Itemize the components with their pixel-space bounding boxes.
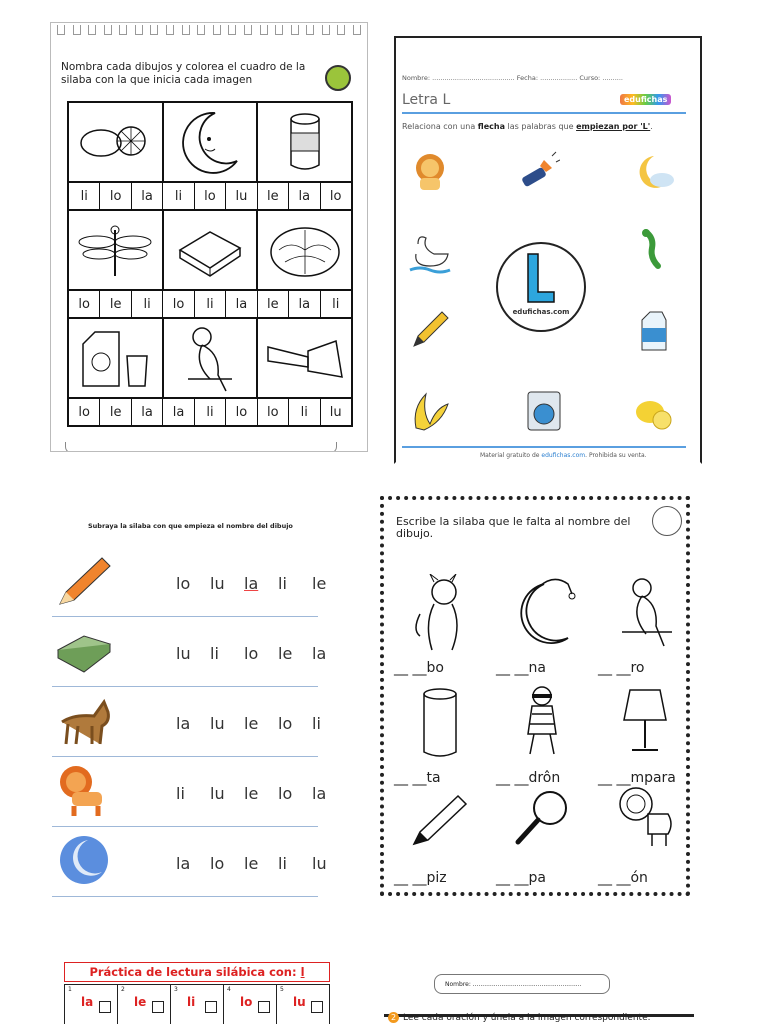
- worksheet-missing-syllable: [380, 496, 690, 896]
- flashlight-picture: [258, 319, 351, 397]
- worksheet-title: Práctica de lectura silábica con: l: [64, 962, 330, 982]
- worksheet-instruction: Escribe la silaba que le falta al nombre del dibujo.: [396, 515, 631, 540]
- syllable-option[interactable]: li: [278, 574, 287, 593]
- dragonfly-picture: [69, 211, 164, 289]
- syllable-option[interactable]: la: [176, 854, 191, 873]
- can-picture: [258, 103, 351, 181]
- syllable-option[interactable]: le: [244, 784, 259, 803]
- banana-icon[interactable]: [408, 388, 452, 432]
- syllable-option[interactable]: le: [100, 399, 131, 425]
- syllable-option[interactable]: lo: [210, 854, 225, 873]
- worksheet-underline-syllable: [48, 508, 328, 908]
- syllable-option[interactable]: la: [132, 183, 163, 209]
- syllable-option-underlined[interactable]: la: [244, 574, 259, 593]
- checkbox[interactable]: [258, 1001, 270, 1013]
- syllable-option[interactable]: la: [226, 291, 257, 317]
- syllable-option[interactable]: le: [244, 854, 259, 873]
- letter-l-icon: [526, 252, 556, 304]
- can-picture: [408, 684, 474, 764]
- syllable-cell: 3 li: [171, 985, 224, 1024]
- exercise-item: [390, 684, 488, 788]
- syllable-option[interactable]: la: [132, 399, 163, 425]
- syllable-option[interactable]: lo: [69, 291, 100, 317]
- name-field[interactable]: Nombre: .........................................................: [434, 974, 610, 994]
- syllable-option[interactable]: li: [69, 183, 100, 209]
- missing-syllable-word[interactable]: __ __ro: [598, 660, 645, 676]
- exercise-item: [492, 784, 590, 888]
- milk-picture: [69, 319, 164, 397]
- exercise-item: [390, 574, 488, 678]
- syllable-option[interactable]: lo: [100, 183, 131, 209]
- worksheet-initial-syllable-color: [50, 22, 368, 452]
- lion-picture: [54, 762, 114, 820]
- pencil-picture: [54, 552, 114, 610]
- syllable-option[interactable]: lu: [210, 574, 225, 593]
- grid-band: [69, 211, 351, 291]
- syllable-option[interactable]: le: [100, 291, 131, 317]
- milk-icon[interactable]: [632, 308, 676, 352]
- letter-l-emblem: [496, 242, 586, 332]
- syllable-cells: [64, 984, 330, 1024]
- syllable-option[interactable]: lo: [195, 183, 226, 209]
- wolf-picture: [54, 692, 114, 750]
- missing-syllable-word[interactable]: __ __drôn: [496, 770, 561, 786]
- swan-icon[interactable]: [408, 230, 452, 274]
- exercise-row: [52, 756, 327, 827]
- exercise-item: [594, 574, 690, 678]
- syllable-option[interactable]: lo: [163, 291, 194, 317]
- syllable-option[interactable]: lu: [210, 784, 225, 803]
- syllable-option[interactable]: le: [258, 291, 289, 317]
- syllable-option[interactable]: lu: [312, 854, 327, 873]
- clipboard-holder: [65, 442, 337, 452]
- parrot-picture: [164, 319, 259, 397]
- syllable-option[interactable]: la: [289, 291, 320, 317]
- worksheet-instruction: 2 Lee cada oración y únela a la imagen correspondiente.: [388, 1012, 650, 1023]
- footer-link[interactable]: edufichas.com: [541, 452, 586, 459]
- syllable-option[interactable]: le: [312, 574, 327, 593]
- syllable-option[interactable]: lo: [329, 188, 342, 204]
- missing-syllable-word[interactable]: __ __piz: [394, 870, 447, 886]
- syllable-cell: 1 la: [65, 985, 118, 1024]
- book-picture: [54, 622, 114, 680]
- syllable-option[interactable]: li: [132, 291, 163, 317]
- syllable-option[interactable]: lo: [258, 399, 289, 425]
- lamp-picture: [612, 684, 678, 764]
- syllable-option[interactable]: li: [312, 714, 321, 733]
- moon-picture: [54, 832, 114, 890]
- syllable-option[interactable]: li: [278, 854, 287, 873]
- syllable-row: [69, 291, 351, 319]
- exercise-row: [52, 616, 327, 687]
- school-badge-icon: [325, 65, 351, 91]
- missing-syllable-word[interactable]: __ __ta: [394, 770, 441, 786]
- syllable-row: [69, 399, 351, 425]
- syllable-option[interactable]: lu: [329, 404, 342, 420]
- checkbox[interactable]: [205, 1001, 217, 1013]
- syllable-option[interactable]: la: [312, 784, 327, 803]
- syllable-option[interactable]: lo: [69, 399, 100, 425]
- footer-note: Material gratuito de edufichas.com. Prohibida su venta.: [480, 452, 647, 459]
- syllable-option[interactable]: li: [163, 183, 194, 209]
- worksheet-syllabic-reading: [64, 962, 332, 1024]
- exercise-row: [52, 546, 327, 617]
- lion-icon[interactable]: [408, 150, 452, 194]
- moon-picture: [510, 574, 576, 654]
- title-divider: [402, 112, 686, 114]
- worksheet-instruction: Relaciona con una flecha las palabras que empiezan por 'L'.: [402, 122, 653, 131]
- lizard-icon[interactable]: [632, 228, 676, 272]
- flashlight-icon[interactable]: [516, 150, 560, 194]
- lemon-icon[interactable]: [632, 388, 676, 432]
- syllable-option[interactable]: le: [258, 183, 289, 209]
- wolf-picture: [408, 574, 474, 654]
- syllable-option[interactable]: le: [244, 714, 259, 733]
- syllable-option[interactable]: le: [278, 644, 293, 663]
- syllable-row: [69, 183, 351, 211]
- school-seal-icon: [652, 506, 682, 536]
- syllable-option[interactable]: li: [195, 291, 226, 317]
- grid-band: [69, 319, 351, 399]
- syllable-grid: [67, 101, 353, 427]
- syllable-option[interactable]: lu: [210, 714, 225, 733]
- spiral-binding: [57, 25, 361, 37]
- syllable-option[interactable]: li: [332, 296, 340, 312]
- syllable-option[interactable]: la: [163, 399, 194, 425]
- parrot-picture: [612, 574, 678, 654]
- syllable-option[interactable]: la: [176, 714, 191, 733]
- syllable-cell: 4 lo: [224, 985, 277, 1024]
- worksheet-read-and-match: [384, 964, 694, 1024]
- emblem-url: edufichas.com: [512, 308, 570, 316]
- missing-syllable-word[interactable]: __ __mpara: [598, 770, 676, 786]
- checkbox[interactable]: [311, 1001, 323, 1013]
- target-letter: l: [300, 965, 305, 979]
- worksheet-instruction: Nombra cada dibujos y colorea el cuadro de la silaba con la que inicia cada imagen: [61, 61, 306, 86]
- exercise-item: [390, 784, 488, 888]
- missing-syllable-word[interactable]: __ __bo: [394, 660, 444, 676]
- syllable-option[interactable]: li: [176, 784, 185, 803]
- checkbox[interactable]: [152, 1001, 164, 1013]
- exercise-item: [594, 784, 690, 888]
- syllable-option[interactable]: li: [289, 399, 320, 425]
- lion-picture: [612, 784, 678, 864]
- grid-band: [69, 103, 351, 183]
- books-picture: [164, 211, 259, 289]
- worksheet-letter-l-match: [394, 36, 702, 464]
- exercise-item: [492, 684, 590, 788]
- washing-machine-icon[interactable]: [522, 388, 566, 432]
- syllable-option[interactable]: la: [289, 183, 320, 209]
- pencil-icon[interactable]: [408, 308, 452, 352]
- syllable-option[interactable]: lo: [176, 574, 191, 593]
- pencil-picture: [408, 784, 474, 864]
- checkbox[interactable]: [99, 1001, 111, 1013]
- exercise-row: [52, 686, 321, 757]
- worksheet-instruction: Subraya la silaba con que empieza el nombre del dibujo: [88, 522, 293, 530]
- exercise-item: [492, 574, 590, 678]
- exercise-row: [52, 826, 327, 897]
- moon-picture: [164, 103, 259, 181]
- name-date-course-line: Nombre: ........................................ Fecha: .................. Curso: ..........: [402, 74, 623, 82]
- worksheet-title: Letra L: [402, 92, 451, 108]
- lettuce-picture: [258, 211, 351, 289]
- syllable-option[interactable]: li: [195, 399, 226, 425]
- missing-syllable-word[interactable]: __ __pa: [496, 870, 546, 886]
- syllable-option[interactable]: lo: [278, 784, 293, 803]
- lemon-picture: [69, 103, 164, 181]
- syllable-cell: 2 le: [118, 985, 171, 1024]
- syllable-cell: 5 lu: [277, 985, 329, 1024]
- magnifier-picture: [510, 784, 576, 864]
- syllable-option[interactable]: li: [210, 644, 219, 663]
- syllable-option[interactable]: la: [312, 644, 327, 663]
- syllable-option[interactable]: lu: [226, 183, 257, 209]
- brand-logo: edufichas: [620, 94, 671, 105]
- footer-divider: [402, 446, 686, 448]
- exercise-item: [594, 684, 690, 788]
- robber-picture: [510, 684, 576, 764]
- missing-syllable-word[interactable]: __ __ón: [598, 870, 648, 886]
- syllable-option[interactable]: lo: [226, 399, 257, 425]
- moon-icon[interactable]: [632, 150, 676, 194]
- syllable-option[interactable]: lo: [278, 714, 293, 733]
- step-number: 2: [388, 1012, 399, 1023]
- syllable-option[interactable]: lo: [244, 644, 259, 663]
- missing-syllable-word[interactable]: __ __na: [496, 660, 546, 676]
- syllable-option[interactable]: lu: [176, 644, 191, 663]
